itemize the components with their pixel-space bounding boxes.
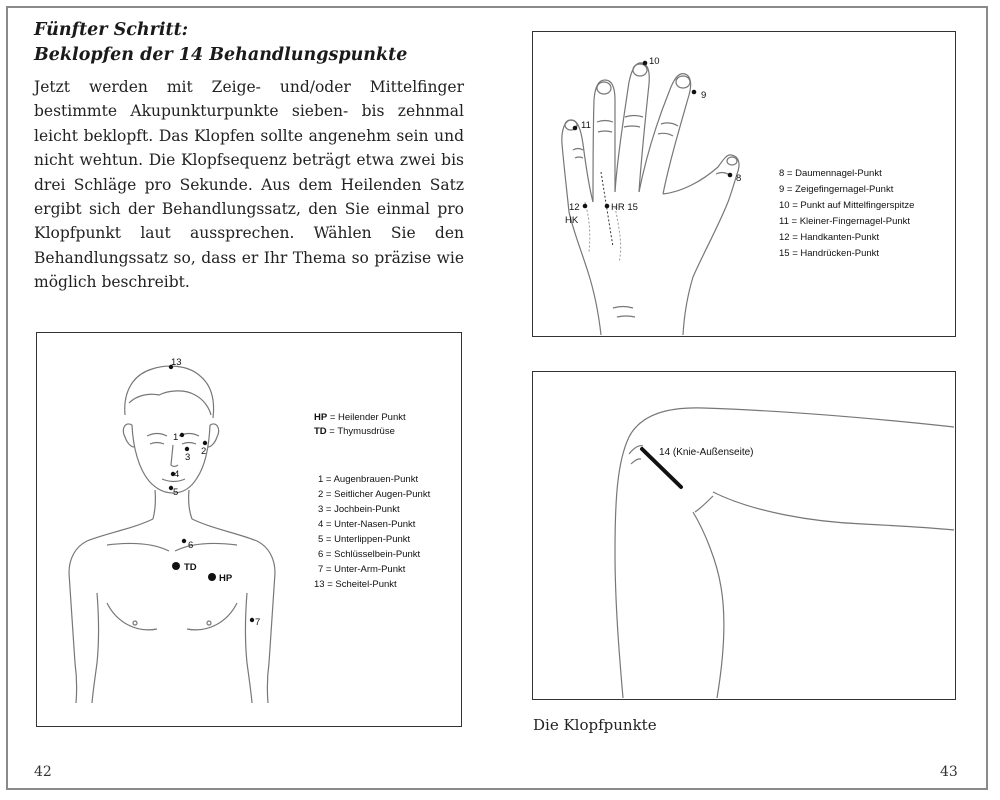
body-legend-item: 7 = Unter-Arm-Punkt [318, 564, 406, 575]
body-legend-item: 13 = Scheitel-Punkt [314, 579, 397, 590]
section-heading-step: Fünfter Schritt: [34, 20, 189, 40]
body-outline [69, 366, 275, 703]
knee-illustration [533, 372, 954, 698]
hand-label-9: 9 [701, 90, 707, 101]
hand-legend [779, 168, 914, 259]
hand-point-9 [692, 90, 697, 95]
body-label-2: 2 [201, 446, 207, 457]
body-label-5: 5 [173, 487, 179, 498]
body-key-td: TD = Thymusdrüse [314, 426, 395, 437]
body-label-7: 7 [255, 617, 261, 628]
page-number-right: 43 [940, 764, 958, 780]
body-legend [314, 474, 431, 590]
hand-illustration [533, 32, 954, 335]
hand-figure [532, 31, 956, 337]
hand-legend-item: 10 = Punkt auf Mittelfingerspitze [779, 200, 915, 211]
knee-figure [532, 371, 956, 700]
hand-label-hr15: HR 15 [611, 202, 638, 213]
hand-legend-item: 8 = Daumennagel-Punkt [779, 168, 882, 179]
body-legend-item: 5 = Unterlippen-Punkt [318, 534, 411, 545]
body-label-13: 13 [171, 357, 182, 368]
knee-label-14: 14 (Knie-Außenseite) [659, 447, 754, 458]
body-point-3 [185, 447, 189, 451]
hand-legend-item: 15 = Handrücken-Punkt [779, 248, 880, 259]
body-key-hp: HP = Heilender Punkt [314, 412, 406, 423]
body-label-6: 6 [188, 540, 194, 551]
body-label-hp: HP [219, 573, 233, 584]
section-heading-title: Beklopfen der 14 Behandlungspunkte [34, 45, 408, 65]
hand-label-12: 12 [569, 202, 580, 213]
hand-point-12 [583, 204, 588, 209]
hand-legend-item: 12 = Handkanten-Punkt [779, 232, 880, 243]
body-legend-item: 1 = Augenbrauen-Punkt [318, 474, 419, 485]
hand-label-11: 11 [581, 120, 591, 131]
hand-point-8 [728, 173, 733, 178]
body-figure [36, 332, 462, 727]
hand-label-10: 10 [649, 56, 660, 67]
hand-label-hk: HK [565, 215, 579, 226]
body-label-1: 1 [173, 432, 179, 443]
body-point-hp [208, 573, 216, 581]
hand-point-15 [605, 204, 610, 209]
body-key [314, 412, 406, 437]
body-legend-item: 4 = Unter-Nasen-Punkt [318, 519, 416, 530]
body-label-td: TD [184, 562, 197, 573]
body-legend-item: 3 = Jochbein-Punkt [318, 504, 400, 515]
hand-back-marker [615, 207, 621, 262]
body-paragraph: Jetzt werden mit Zeige- und/oder Mittelfinger bestimmte Akupunkturpunkte sieben- bis zehnmal leicht beklopft. Das Klopfen sollte angenehm sein und nicht wehtun. Die Klopfsequenz beträgt etwa zwei bis drei Schläge pro Sekunde. Aus dem Heilenden Satz ergibt sich der Behandlungssatz, den Sie einmal pro Klopfpunkt laut aussprechen. Wählen Sie den Behandlungssatz so, dass er Ihr Thema so präzise wie möglich beschreibt. [34, 78, 464, 292]
body-label-3: 3 [185, 452, 191, 463]
body-point-1 [180, 433, 184, 437]
hand-point-10 [643, 61, 648, 66]
figure-caption: Die Klopfpunkte [533, 716, 657, 734]
body-point-td [172, 562, 180, 570]
hand-point-11 [573, 126, 578, 131]
body-illustration [37, 333, 460, 725]
body-label-4: 4 [174, 469, 180, 480]
hand-legend-item: 9 = Zeigefingernagel-Punkt [779, 184, 894, 195]
body-legend-item: 6 = Schlüsselbein-Punkt [318, 549, 421, 560]
body-point-2 [203, 441, 207, 445]
page-number-left: 42 [34, 764, 52, 780]
hand-legend-item: 11 = Kleiner-Fingernagel-Punkt [779, 216, 911, 227]
hand-edge-marker [585, 202, 590, 252]
hand-label-8: 8 [736, 173, 742, 184]
body-point-6 [182, 539, 186, 543]
body-legend-item: 2 = Seitlicher Augen-Punkt [318, 489, 431, 500]
body-point-7 [250, 618, 254, 622]
hand-outline [562, 63, 742, 335]
